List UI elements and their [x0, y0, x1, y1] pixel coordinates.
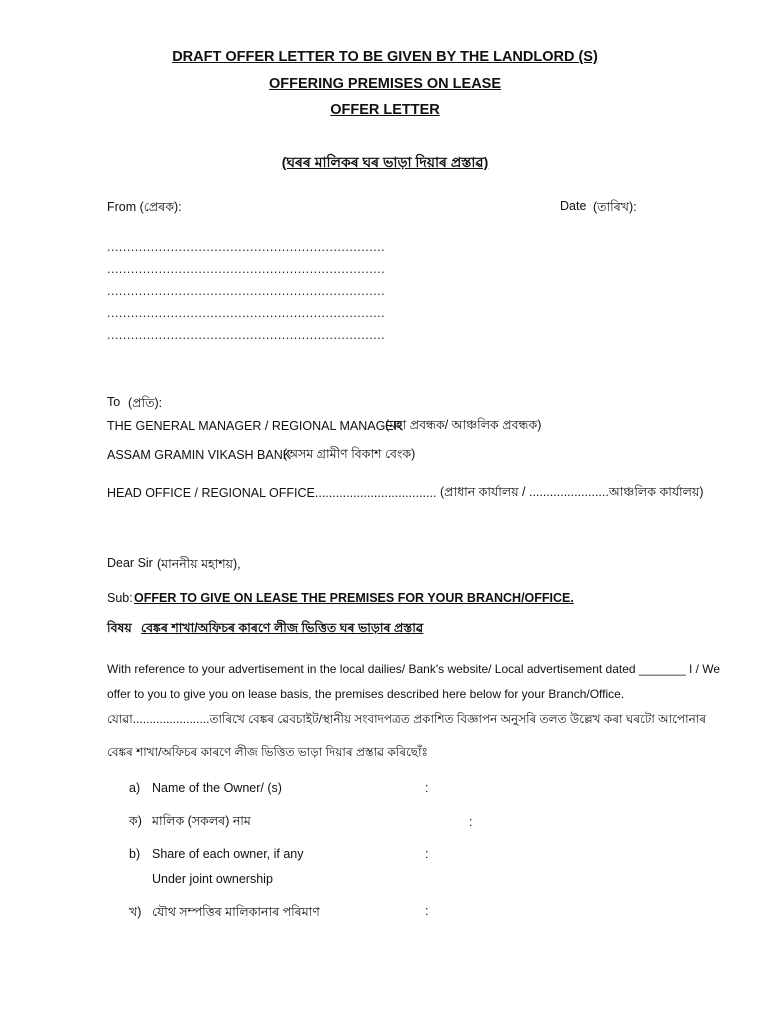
- item-a-label: Name of the Owner/ (s): [152, 781, 282, 795]
- to-label: To: [107, 395, 121, 409]
- item-a-colon: :: [425, 781, 429, 795]
- to-line-2-assamese: (অসম গ্ৰামীণ বিকাশ বেংক): [283, 447, 416, 461]
- salutation: Dear Sir: [107, 556, 153, 570]
- item-b-marker: b): [129, 847, 141, 861]
- to-line-2: ASSAM GRAMIN VIKASH BANK: [107, 448, 292, 462]
- item-kha-colon: :: [425, 904, 429, 918]
- item-kha-label: যৌথ সম্পত্তিৰ মালিকানাৰ পৰিমাণ: [152, 905, 320, 919]
- title-line-1: DRAFT OFFER LETTER TO BE GIVEN BY THE LANDLORD (S): [172, 49, 598, 65]
- body-para2-line1: যোৱা.......................তাৰিখে বেঙ্কৰ ৱেবচাইট/স্থানীয় সংবাদপত্ৰত প্ৰকাশিত বিজ্ঞাপন অনুসৰি তলত উল্লেখ কৰা ঘৰটো আপোনাৰ: [107, 712, 707, 726]
- salutation-assamese: (মাননীয় মহাশয়),: [157, 557, 241, 571]
- to-line-1-assamese: (মহা প্ৰবন্ধক/ আঞ্চলিক প্ৰবন্ধক): [385, 418, 542, 432]
- to-line-1: THE GENERAL MANAGER / REGIONAL MANAGER: [107, 419, 403, 433]
- to-line-3: HEAD OFFICE / REGIONAL OFFICE...................................: [107, 486, 437, 500]
- from-line-5: ......................................................................: [107, 328, 386, 342]
- to-label-assamese: (প্ৰতি):: [128, 396, 163, 410]
- item-b-label: Share of each owner, if any: [152, 847, 304, 861]
- title-line-3: OFFER LETTER: [330, 102, 440, 118]
- from-line-2: ......................................................................: [107, 262, 386, 276]
- item-a-marker: a): [129, 781, 141, 795]
- from-label: From (প্ৰেৰক):: [107, 200, 182, 214]
- item-b-label-2: Under joint ownership: [152, 872, 273, 886]
- subject-assamese-prefix: বিষয়: [107, 621, 132, 635]
- subject-prefix: Sub:: [107, 591, 133, 605]
- date-label-assamese: (তাৰিখ):: [593, 200, 637, 214]
- item-kha-marker: খ): [129, 905, 142, 919]
- title-line-2: OFFERING PREMISES ON LEASE: [268, 76, 502, 92]
- date-label: Date: [560, 199, 587, 213]
- subject-text: OFFER TO GIVE ON LEASE THE PREMISES FOR YOUR BRANCH/OFFICE.: [134, 591, 574, 605]
- body-para1-line1: With reference to your advertisement in the local dailies/ Bank's website/ Local advertisement dated _______ I / We: [107, 662, 721, 676]
- item-b-colon: :: [425, 847, 429, 861]
- item-ka-colon: :: [469, 815, 473, 829]
- item-ka-label: মালিক (সকলৰ) নাম: [152, 814, 251, 828]
- body-para2-line2: বেঙ্কৰ শাখা/অফিচৰ কাৰণে লীজ ভিত্তিত ভাড়া দিয়াৰ প্ৰস্তাৱ কৰিছোঁঃ: [107, 745, 428, 759]
- body-para1-line2: offer to you to give you on lease basis, the premises described here below for your Branch/Office.: [107, 687, 625, 701]
- to-line-3-assamese: (প্ৰাধান কাৰ্যালয় / .......................আঞ্চলিক কাৰ্যালয়): [440, 485, 704, 499]
- title-assamese: (ঘৰৰ মালিকৰ ঘৰ ভাড়া দিয়াৰ প্ৰস্তাৱ): [281, 154, 489, 170]
- from-line-4: ......................................................................: [107, 306, 386, 320]
- from-line-1: ......................................................................: [107, 240, 386, 254]
- subject-assamese-text: বেঙ্কৰ শাখা/অফিচৰ কাৰণে লীজ ভিত্তিত ঘৰ ভাড়াৰ প্ৰস্তাৱ: [141, 621, 424, 635]
- from-line-3: ......................................................................: [107, 284, 386, 298]
- item-ka-marker: ক): [129, 814, 142, 828]
